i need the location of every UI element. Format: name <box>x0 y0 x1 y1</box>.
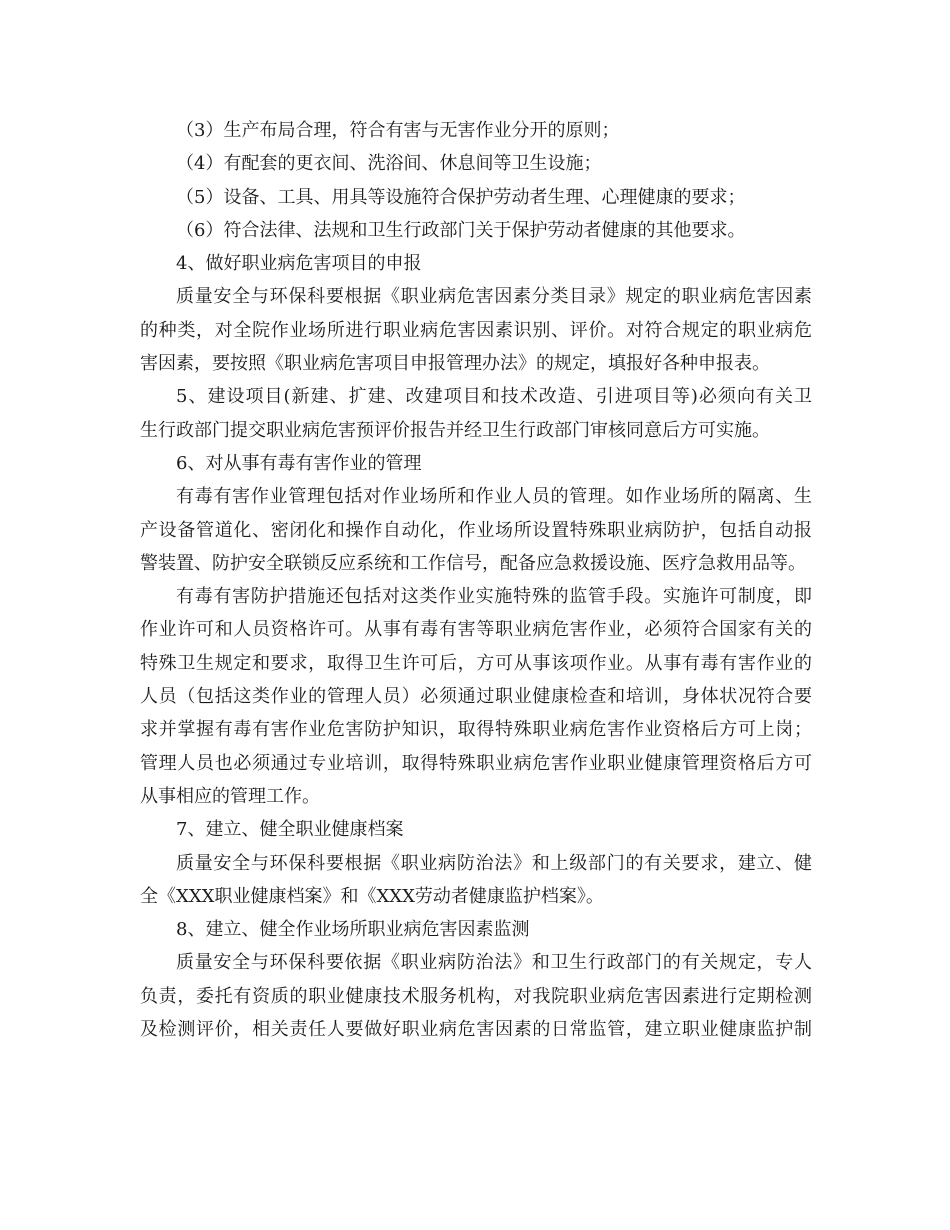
text-line: （5）设备、工具、用具等设施符合保护劳动者生理、心理健康的要求； <box>176 186 746 208</box>
text-line: 负责，委托有资质的职业健康技术服务机构，对我院职业病危害因素进行定期检测 <box>140 985 812 1007</box>
text-line: 及检测评价，相关责任人要做好职业病危害因素的日常监管，建立职业健康监护制 <box>140 1019 812 1041</box>
document-page <box>140 114 812 1046</box>
text-line: 人员（包括这类作业的管理人员）必须通过职业健康检查和培训，身体状况符合要 <box>140 686 812 708</box>
text-line: 6、对从事有毒有害作业的管理 <box>176 452 422 474</box>
text-line: 特殊卫生规定和要求，取得卫生许可后，方可从事该项作业。从事有毒有害作业的 <box>140 652 812 674</box>
text-line: 质量安全与环保科要根据《职业病危害因素分类目录》规定的职业病危害因素 <box>176 286 812 308</box>
text-line: 质量安全与环保科要依据《职业病防治法》和卫生行政部门的有关规定，专人 <box>176 952 812 974</box>
text-line: 求并掌握有毒有害作业危害防护知识，取得特殊职业病危害作业资格后方可上岗； <box>140 719 812 741</box>
text-line: 的种类，对全院作业场所进行职业病危害因素识别、评价。对符合规定的职业病危 <box>140 319 812 341</box>
text-line: （3）生产布局合理，符合有害与无害作业分开的原则； <box>176 120 620 141</box>
text-line: 5、建设项目(新建、扩建、改建项目和技术改造、引进项目等)必须向有关卫 <box>176 386 812 408</box>
text-line: 作业许可和人员资格许可。从事有毒有害等职业病危害作业，必须符合国家有关的 <box>140 619 812 641</box>
text-line: 有毒有害作业管理包括对作业场所和作业人员的管理。如作业场所的隔离、生 <box>176 486 812 508</box>
text-line: 产设备管道化、密闭化和操作自动化，作业场所设置特殊职业病防护，包括自动报 <box>140 519 812 541</box>
text-line: （4）有配套的更衣间、洗浴间、休息间等卫生设施； <box>176 153 602 175</box>
text-line: 警装置、防护安全联锁反应系统和工作信号，配备应急救援设施、医疗急救用品等。 <box>140 552 806 574</box>
text-line: 全《XXX职业健康档案》和《XXX劳动者健康监护档案》。 <box>140 885 604 907</box>
text-line: 从事相应的管理工作。 <box>140 785 320 807</box>
text-line: 8、建立、健全作业场所职业病危害因素监测 <box>176 919 530 941</box>
text-line: （6）符合法律、法规和卫生行政部门关于保护劳动者健康的其他要求。 <box>176 219 746 241</box>
text-line: 4、做好职业病危害项目的申报 <box>176 253 422 275</box>
text-line: 管理人员也必须通过专业培训，取得特殊职业病危害作业职业健康管理资格后方可 <box>140 752 812 774</box>
text-line: 有毒有害防护措施还包括对这类作业实施特殊的监管手段。实施许可制度，即 <box>176 586 812 608</box>
text-line: 害因素，要按照《职业病危害项目申报管理办法》的规定，填报好各种申报表。 <box>140 353 770 375</box>
text-line: 生行政部门提交职业病危害预评价报告并经卫生行政部门审核同意后方可实施。 <box>140 419 770 441</box>
text-line: 7、建立、健全职业健康档案 <box>176 819 404 841</box>
text-line: 质量安全与环保科要根据《职业病防治法》和上级部门的有关要求，建立、健 <box>176 852 812 874</box>
